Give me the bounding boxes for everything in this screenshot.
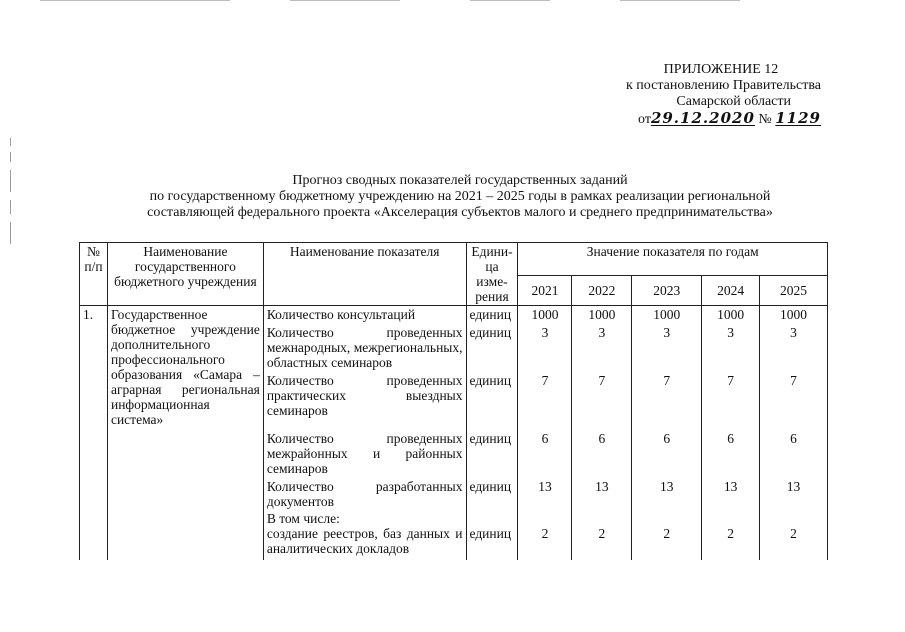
value-cell: 2 <box>702 510 760 560</box>
value-cell: 2 <box>518 510 572 560</box>
heading-line: Прогноз сводных показателей государственных заданий <box>292 173 628 188</box>
value-cell: 13 <box>572 478 632 510</box>
value-cell: 6 <box>518 430 572 478</box>
document-heading <box>60 173 860 221</box>
value-cell: 2 <box>572 510 632 560</box>
value-cell: 7 <box>702 372 760 430</box>
value-cell: 7 <box>518 372 572 430</box>
row-number: 1. <box>80 306 108 561</box>
indicator-name: Количество проведенных межрайонных и районных семинаров <box>263 430 466 478</box>
header-num: № п/п <box>80 243 108 306</box>
indicator-name: создание реестров, баз данных и аналитических докладов <box>266 526 463 556</box>
unit-cell: единиц <box>466 372 518 430</box>
indicator-cell <box>263 510 466 560</box>
value-cell: 6 <box>572 430 632 478</box>
indicator-name: Количество консультаций <box>263 306 466 325</box>
unit-cell: единиц <box>466 306 518 325</box>
header-year: 2022 <box>572 276 632 306</box>
from-label: от <box>638 112 651 127</box>
value-cell: 13 <box>702 478 760 510</box>
handwritten-number: 1129 <box>775 109 821 127</box>
appendix-line: Самарской области <box>676 94 791 109</box>
value-cell: 1000 <box>760 306 828 325</box>
value-cell: 3 <box>702 324 760 372</box>
value-cell: 2 <box>760 510 828 560</box>
appendix-sign-row <box>581 110 821 128</box>
value-cell: 1000 <box>572 306 632 325</box>
subnote: В том числе: <box>266 511 340 526</box>
top-edge-line <box>620 0 740 1</box>
value-cell: 7 <box>632 372 702 430</box>
scan-marks <box>4 138 18 258</box>
header-unit: Едини-ца изме-рения <box>466 243 518 306</box>
top-edge-line <box>470 0 550 1</box>
top-edge-line <box>290 0 400 1</box>
value-cell: 13 <box>632 478 702 510</box>
table-row <box>80 306 828 325</box>
unit-cell: единиц <box>466 324 518 372</box>
indicator-name: Количество проведенных практических выездных семинаров <box>263 372 466 430</box>
value-cell: 2 <box>632 510 702 560</box>
value-cell: 1000 <box>702 306 760 325</box>
number-label: № <box>758 112 772 127</box>
value-cell: 7 <box>760 372 828 430</box>
value-cell: 3 <box>518 324 572 372</box>
top-edge-line <box>40 0 230 1</box>
value-cell: 6 <box>760 430 828 478</box>
header-year: 2024 <box>702 276 760 306</box>
indicator-name: Количество разработанных документов <box>263 478 466 510</box>
value-cell: 6 <box>702 430 760 478</box>
value-cell: 1000 <box>632 306 702 325</box>
value-cell: 1000 <box>518 306 572 325</box>
heading-line: составляющей федерального проекта «Акселерация субъектов малого и среднего предпринимательства» <box>147 205 773 220</box>
value-cell: 6 <box>632 430 702 478</box>
header-values-group: Значение показателя по годам <box>518 243 828 276</box>
value-cell: 3 <box>572 324 632 372</box>
indicator-name: Количество проведенных межнародных, межрегиональных, областных семинаров <box>263 324 466 372</box>
header-indicator: Наименование показателя <box>263 243 466 306</box>
header-year: 2023 <box>632 276 702 306</box>
value-cell: 3 <box>760 324 828 372</box>
appendix-line: к постановлению Правительства <box>625 78 821 93</box>
value-cell: 13 <box>760 478 828 510</box>
unit-cell: единиц <box>466 430 518 478</box>
header-institution: Наименование государственного бюджетного учреждения <box>107 243 263 306</box>
value-cell: 3 <box>632 324 702 372</box>
handwritten-date: 29.12.2020 <box>650 109 755 127</box>
appendix-title: ПРИЛОЖЕНИЕ 12 <box>663 62 779 77</box>
value-cell: 13 <box>518 478 572 510</box>
appendix-block <box>581 62 821 128</box>
heading-line: по государственному бюджетному учреждению на 2021 – 2025 годы в рамках реализации региональной <box>149 189 771 204</box>
indicators-table <box>79 242 828 560</box>
value-cell: 7 <box>572 372 632 430</box>
unit-cell: единиц <box>466 510 518 560</box>
header-year: 2025 <box>760 276 828 306</box>
unit-cell: единиц <box>466 478 518 510</box>
institution-name: Государственное бюджетное учреждение дополнительного профессионального образования «Самара – аграрная региональная информационная система» <box>107 306 263 561</box>
header-year: 2021 <box>518 276 572 306</box>
